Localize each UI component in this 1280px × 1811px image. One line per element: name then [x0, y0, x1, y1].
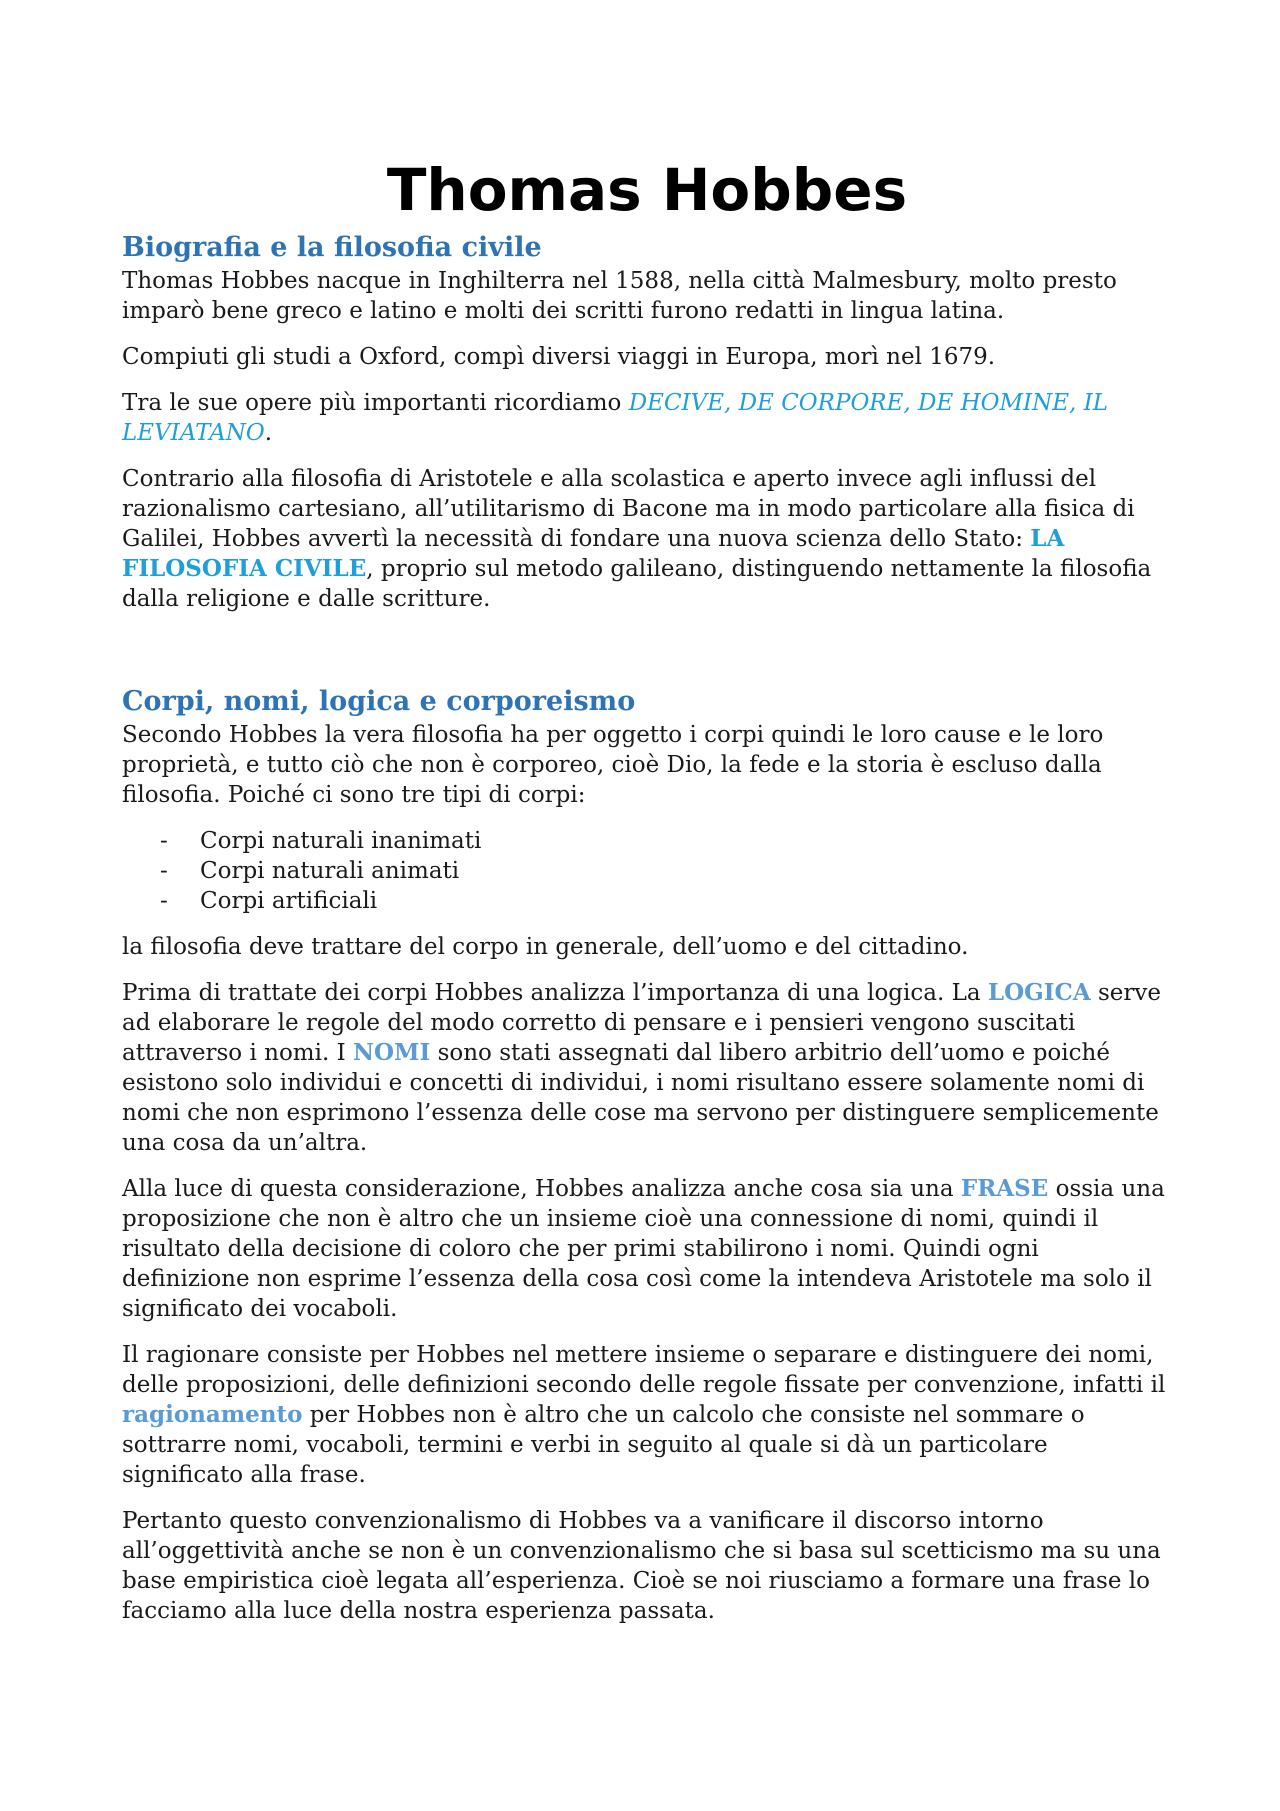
list-item — [122, 886, 1172, 916]
list-bullet: - — [160, 888, 168, 914]
paragraph — [122, 342, 1172, 372]
paragraph-text: Thomas Hobbes nacque in Inghilterra nel 1588, nella città Malmesbury, molto presto imparò bene greco e latino e molti dei scritti furono redatti in lingua latina. — [122, 268, 1117, 324]
paragraph-text: Secondo Hobbes la vera filosofia ha per oggetto i corpi quindi le loro cause e le loro proprietà, e tutto ciò che non è corporeo, cioè Dio, la fede e la storia è escluso dalla filosofia. Poiché ci sono tre tipi di corpi: — [122, 722, 1104, 808]
paragraph-text: la filosofia deve trattare del corpo in generale, dell’uomo e del cittadino. — [122, 934, 969, 960]
works-list: DECIVE, DE CORPORE, DE HOMINE, IL LEVIATANO — [122, 390, 1109, 446]
list-item — [122, 856, 1172, 886]
paragraph-text: serve ad elaborare le regole del modo corretto di pensare e i pensieri vengono suscitati attraverso i nomi. I — [122, 980, 1161, 1066]
list-item — [122, 826, 1172, 856]
document-body — [122, 150, 1172, 1642]
paragraph-works — [122, 388, 1172, 448]
paragraph-text: Pertanto questo convenzionalismo di Hobbes va a vanificare il discorso intorno all’oggettività anche se non è un convenzionalismo che si basa sul scetticismo ma su una base empiristica cioè legata all’esperienza. Cioè se noi riusciamo a formare una frase lo facciamo alla luce della nostra esperienza passata. — [122, 1508, 1161, 1624]
body-types-list — [122, 826, 1172, 916]
paragraph-filosofia-civile — [122, 464, 1172, 614]
term-frase: FRASE — [960, 1175, 1049, 1202]
list-bullet: - — [160, 828, 168, 854]
list-item-text: Corpi naturali inanimati — [200, 828, 482, 854]
paragraph-text: ossia una proposizione che non è altro che un insieme cioè una connessione di nomi, quindi il risultato della decisione di coloro che per primi stabilirono i nomi. Quindi ogni definizione non esprime l’essenza della cosa così come la intendeva Aristotele ma solo il significato dei vocaboli. — [122, 1176, 1165, 1322]
section-heading-corpi: Corpi, nomi, logica e corporeismo — [122, 686, 636, 717]
paragraph-text: Tra le sue opere più importanti ricordiamo — [122, 390, 629, 416]
term-logica: LOGICA — [987, 979, 1091, 1006]
paragraph-text: Il ragionare consiste per Hobbes nel mettere insieme o separare e distinguere dei nomi, delle proposizioni, delle definizioni secondo delle regole fissate per convenzione, infatti il — [122, 1342, 1166, 1398]
list-item-text: Corpi artificiali — [200, 888, 378, 914]
term-filosofia-civile: LA FILOSOFIA CIVILE — [122, 525, 1065, 582]
paragraph-logica — [122, 978, 1172, 1158]
paragraph-frase — [122, 1174, 1172, 1324]
paragraph-text: . — [264, 420, 273, 446]
paragraph-text: , proprio sul metodo galileano, distinguendo nettamente la filosofia dalla religione e dalle scritture. — [122, 556, 1152, 612]
paragraph-text: Prima di trattate dei corpi Hobbes analizza l’importanza di una logica. La — [122, 980, 988, 1006]
paragraph-text: Alla luce di questa considerazione, Hobbes analizza anche cosa sia una — [122, 1176, 961, 1202]
section-heading-biografia: Biografia e la filosofia civile — [122, 232, 542, 263]
term-ragionamento: ragionamento — [122, 1401, 303, 1428]
paragraph-text: Contrario alla filosofia di Aristotele e alla scolastica e aperto invece agli influssi del razionalismo cartesiano, all’utilitarismo di Bacone ma in modo particolare alla fisica di Galilei, Hobbes avvertì la necessità di fondare una nuova scienza dello Stato: — [122, 466, 1135, 552]
term-nomi: NOMI — [352, 1039, 431, 1066]
paragraph — [122, 720, 1172, 810]
document-title: Thomas Hobbes — [386, 156, 908, 224]
paragraph-text: sono stati assegnati dal libero arbitrio dell’uomo e poiché esistono solo individui e concetti di individui, i nomi risultano essere solamente nomi di nomi che non esprimono l’essenza delle cose ma servono per distinguere semplicemente una cosa da un’altra. — [122, 1040, 1159, 1156]
paragraph — [122, 932, 1172, 962]
list-bullet: - — [160, 858, 168, 884]
list-item-text: Corpi naturali animati — [200, 858, 460, 884]
paragraph-text: per Hobbes non è altro che un calcolo che consiste nel sommare o sottrarre nomi, vocaboli, termini e verbi in seguito al quale si dà un particolare significato alla frase. — [122, 1402, 1085, 1488]
paragraph-text: Compiuti gli studi a Oxford, compì diversi viaggi in Europa, morì nel 1679. — [122, 344, 996, 370]
paragraph-ragionamento — [122, 1340, 1172, 1490]
paragraph — [122, 1506, 1172, 1626]
paragraph — [122, 266, 1172, 326]
